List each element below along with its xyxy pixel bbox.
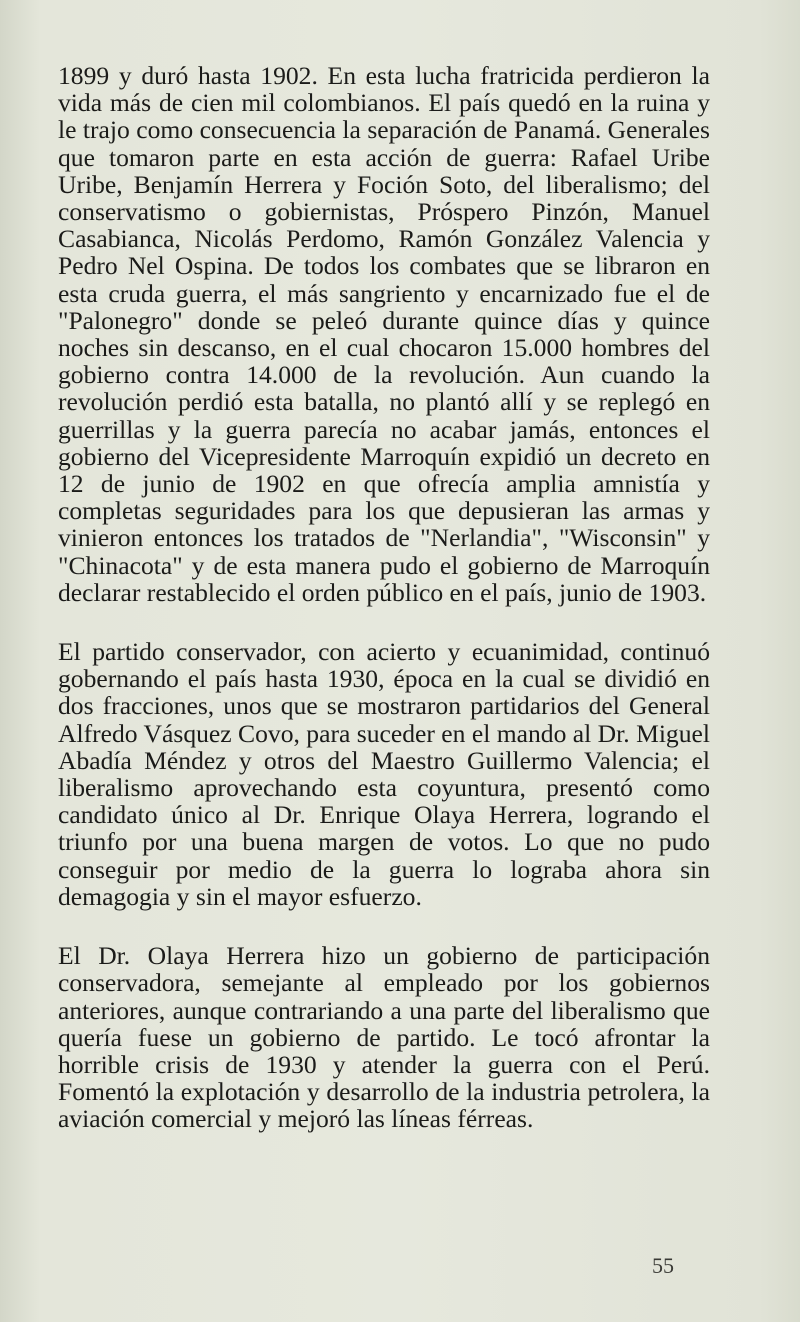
paragraph-1: 1899 y duró hasta 1902. En esta lucha fratricida perdieron la vida más de cien mil colombianos. El país quedó en la ruina y le trajo como consecuencia la separación de Panamá. Generales que tomaron parte en esta acción de guerra: Rafael Uribe Uribe, Benjamín Herrera y Foción Soto, del liberalismo; del conservatismo o gobiernistas, Próspero Pinzón, Manuel Casabianca, Nicolás Perdomo, Ramón González Valencia y Pedro Nel Ospina. De todos los combates que se libraron en esta cruda guerra, el más sangriento y encarnizado fue el de "Palonegro" donde se peleó durante quince días y quince noches sin descanso, en el cual chocaron 15.000 hombres del gobierno contra 14.000 de la revolución. Aun cuando la revolución perdió esta batalla, no plantó allí y se replegó en guerrillas y la guerra parecía no acabar jamás, entonces el gobierno del Vicepresidente Marroquín expidió un decreto en 12 de junio de 1902 en que ofrecía amplia amnistía y completas seguridades para los que depusieran las armas y vinieron entonces los tratados de "Nerlandia", "Wisconsin" y "Chinacota" y de esta manera pudo el gobierno de Marroquín declarar restablecido el orden público en el país, junio de 1903. bbox=[58, 61, 710, 607]
paragraph-3: El Dr. Olaya Herrera hizo un gobierno de participación conservadora, semejante al empleado por los gobiernos anteriores, aunque contrariando a una parte del liberalismo que quería fuese un gobierno de partido. Le tocó afrontar la horrible crisis de 1930 y atender la guerra con el Perú. Fomentó la explotación y desarrollo de la industria petrolera, la aviación comercial y mejoró las líneas férreas. bbox=[58, 941, 710, 1134]
paragraph-gap bbox=[58, 910, 710, 942]
paragraph-gap bbox=[58, 606, 710, 638]
paragraph-2: El partido conservador, con acierto y ecuanimidad, continuó gobernando el país hasta 1930, época en la cual se dividió en dos fracciones, unos que se mostraron partidarios del General Alfredo Vásquez Covo, para suceder en el mando al Dr. Miguel Abadía Méndez y otros del Maestro Guillermo Valencia; el liberalismo aprovechando esta coyuntura, presentó como candidato único al Dr. Enrique Olaya Herrera, logrando el triunfo por una buena margen de votos. Lo que no pudo conseguir por medio de la guerra lo lograba ahora sin demagogia y sin el mayor esfuerzo. bbox=[58, 637, 710, 911]
page-number: 55 bbox=[652, 1253, 674, 1278]
body-text bbox=[58, 62, 710, 1133]
